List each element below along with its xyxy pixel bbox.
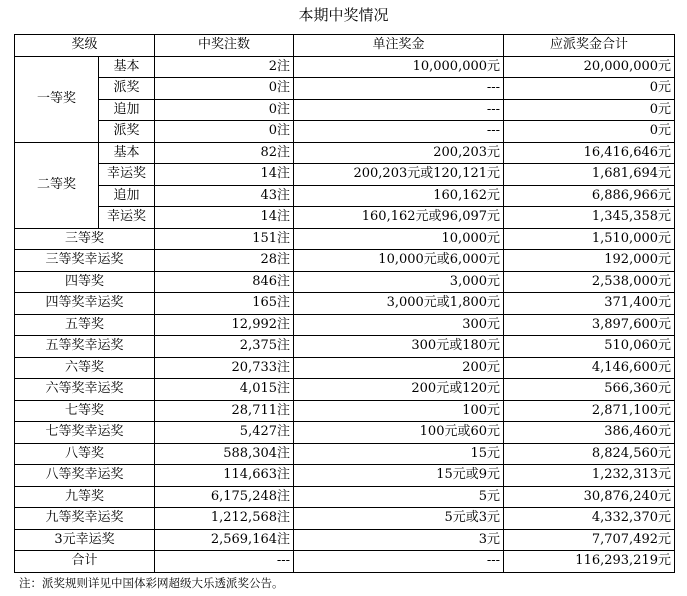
page-title: 本期中奖情况 (298, 6, 389, 24)
table-row (15, 164, 675, 186)
total-cell: 0元 (504, 78, 675, 100)
count-cell: 165注 (155, 293, 294, 315)
prize-cell: 10,000元或6,000元 (294, 250, 504, 272)
table-row (15, 422, 675, 444)
total-cell: 386,460元 (504, 422, 675, 444)
prize-cell: 200,203元 (294, 142, 504, 164)
prize-cell: 200元 (294, 357, 504, 379)
table-row (15, 185, 675, 207)
table-row (15, 142, 675, 164)
table-row (15, 271, 675, 293)
total-cell: 2,871,100元 (504, 400, 675, 422)
table-row (15, 465, 675, 487)
count-cell: 6,175,248注 (155, 486, 294, 508)
count-cell: 82注 (155, 142, 294, 164)
sub-level: 派奖 (99, 78, 155, 100)
total-cell: 2,538,000元 (504, 271, 675, 293)
level-cell: 七等奖幸运奖 (15, 422, 155, 444)
prize-cell: 5元或3元 (294, 508, 504, 530)
prize-cell: 300元 (294, 314, 504, 336)
sub-level: 幸运奖 (99, 207, 155, 229)
prize-cell: 10,000元 (294, 228, 504, 250)
count-cell: 0注 (155, 78, 294, 100)
level-cell: 六等奖 (15, 357, 155, 379)
count-cell: 5,427注 (155, 422, 294, 444)
prize-cell: 160,162元 (294, 185, 504, 207)
level-cell: 四等奖幸运奖 (15, 293, 155, 315)
header-row (15, 35, 675, 57)
total-cell: 566,360元 (504, 379, 675, 401)
level-cell: 五等奖幸运奖 (15, 336, 155, 358)
count-cell: 14注 (155, 207, 294, 229)
total-cell: 116,293,219元 (504, 551, 675, 573)
total-cell: 0元 (504, 121, 675, 143)
count-cell: 846注 (155, 271, 294, 293)
prize-table (14, 34, 675, 573)
level-cell: 七等奖 (15, 400, 155, 422)
prize-cell: --- (294, 99, 504, 121)
total-cell: 6,886,966元 (504, 185, 675, 207)
footnote: 注：派奖规则详见中国体彩网超级大乐透派奖公告。 (19, 576, 284, 590)
sub-level: 追加 (99, 99, 155, 121)
prize-cell: 160,162元或96,097元 (294, 207, 504, 229)
prize-cell: --- (294, 78, 504, 100)
prize-cell: 3,000元 (294, 271, 504, 293)
prize-cell: 3,000元或1,800元 (294, 293, 504, 315)
total-cell: 20,000,000元 (504, 56, 675, 78)
prize-cell: 100元 (294, 400, 504, 422)
count-cell: 0注 (155, 121, 294, 143)
level-cell: 三等奖 (15, 228, 155, 250)
prize-cell: --- (294, 121, 504, 143)
level-cell: 八等奖 (15, 443, 155, 465)
prize-cell: 15元或9元 (294, 465, 504, 487)
table-row (15, 228, 675, 250)
prize-cell: 300元或180元 (294, 336, 504, 358)
table-row (15, 551, 675, 573)
total-cell: 4,332,370元 (504, 508, 675, 530)
header-count: 中奖注数 (155, 35, 294, 57)
table-row (15, 207, 675, 229)
count-cell: 14注 (155, 164, 294, 186)
count-cell: 2注 (155, 56, 294, 78)
count-cell: 2,569,164注 (155, 529, 294, 551)
total-cell: 1,681,694元 (504, 164, 675, 186)
sub-level: 基本 (99, 142, 155, 164)
table-row (15, 78, 675, 100)
level-cell: 合计 (15, 551, 155, 573)
table-row (15, 486, 675, 508)
table-row (15, 56, 675, 78)
level-cell: 九等奖幸运奖 (15, 508, 155, 530)
total-cell: 510,060元 (504, 336, 675, 358)
level-cell: 五等奖 (15, 314, 155, 336)
count-cell: 114,663注 (155, 465, 294, 487)
table-row (15, 400, 675, 422)
count-cell: 12,992注 (155, 314, 294, 336)
header-total: 应派奖金合计 (504, 35, 675, 57)
table-row (15, 250, 675, 272)
table-row (15, 529, 675, 551)
total-cell: 16,416,646元 (504, 142, 675, 164)
count-cell: 28,711注 (155, 400, 294, 422)
prize-cell: 10,000,000元 (294, 56, 504, 78)
total-cell: 371,400元 (504, 293, 675, 315)
count-cell: 43注 (155, 185, 294, 207)
total-cell: 1,345,358元 (504, 207, 675, 229)
count-cell: 2,375注 (155, 336, 294, 358)
table-row (15, 443, 675, 465)
table-row (15, 293, 675, 315)
total-cell: 3,897,600元 (504, 314, 675, 336)
table-row (15, 379, 675, 401)
level-cell: 九等奖 (15, 486, 155, 508)
count-cell: 0注 (155, 99, 294, 121)
count-cell: 1,212,568注 (155, 508, 294, 530)
header-prize: 单注奖金 (294, 35, 504, 57)
total-cell: 1,232,313元 (504, 465, 675, 487)
total-cell: 8,824,560元 (504, 443, 675, 465)
total-cell: 4,146,600元 (504, 357, 675, 379)
table-row (15, 314, 675, 336)
header-level: 奖级 (15, 35, 155, 57)
total-cell: 7,707,492元 (504, 529, 675, 551)
total-cell: 192,000元 (504, 250, 675, 272)
table-row (15, 508, 675, 530)
count-cell: 28注 (155, 250, 294, 272)
table-row (15, 336, 675, 358)
prize-cell: 200元或120元 (294, 379, 504, 401)
first-prize-label: 一等奖 (15, 56, 99, 142)
second-prize-label: 二等奖 (15, 142, 99, 228)
sub-level: 追加 (99, 185, 155, 207)
prize-cell: 100元或60元 (294, 422, 504, 444)
level-cell: 3元幸运奖 (15, 529, 155, 551)
prize-cell: 3元 (294, 529, 504, 551)
table-row (15, 357, 675, 379)
total-cell: 0元 (504, 99, 675, 121)
sub-level: 派奖 (99, 121, 155, 143)
count-cell: 151注 (155, 228, 294, 250)
level-cell: 六等奖幸运奖 (15, 379, 155, 401)
prize-cell: 15元 (294, 443, 504, 465)
level-cell: 三等奖幸运奖 (15, 250, 155, 272)
total-cell: 30,876,240元 (504, 486, 675, 508)
count-cell: 4,015注 (155, 379, 294, 401)
prize-cell: 200,203元或120,121元 (294, 164, 504, 186)
count-cell: 588,304注 (155, 443, 294, 465)
prize-cell: 5元 (294, 486, 504, 508)
total-cell: 1,510,000元 (504, 228, 675, 250)
level-cell: 四等奖 (15, 271, 155, 293)
table-row (15, 121, 675, 143)
count-cell: --- (155, 551, 294, 573)
prize-cell: --- (294, 551, 504, 573)
sub-level: 幸运奖 (99, 164, 155, 186)
sub-level: 基本 (99, 56, 155, 78)
count-cell: 20,733注 (155, 357, 294, 379)
table-body (15, 56, 675, 572)
table-row (15, 99, 675, 121)
level-cell: 八等奖幸运奖 (15, 465, 155, 487)
